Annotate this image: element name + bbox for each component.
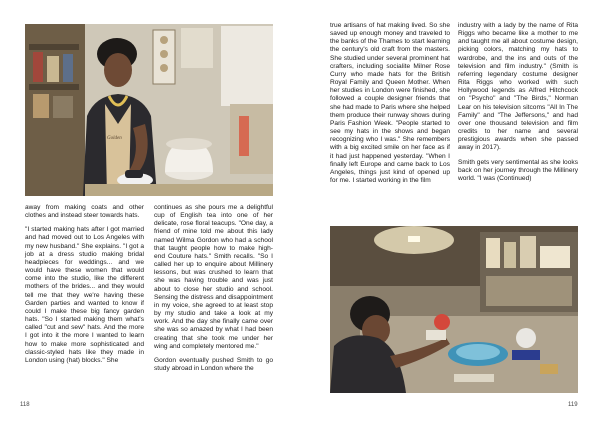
left-column-1	[25, 204, 144, 371]
photo-milliner-ironing-image	[25, 24, 273, 196]
svg-text:Golden: Golden	[107, 136, 122, 141]
paragraph: true artisans of hat making lived. So she saved up enough money and traveled to the banks of the Thames to start learning the century's old craft from the masters. She studied under several prominent hat crafters, including socialite Milner Rose Curry who made hats for the British Royal Family and Queen Mother. When her studies in London were finished, she followed a couple designer friends that she had made to Paris where she helped them produce their runway shows during Paris Fashion Week. "People started to see my hats in the shows and began recognizing who I was." She remembers with a big excited smile on her face as if it had just happened yesterday. "When I finally left Europe and came back to Los Angeles, things just kind of opened up for me. I started working in the film	[330, 22, 450, 184]
paragraph: industry with a lady by the name of Rita Riggs who became like a mother to me and taught me all about costume design, picking colors, matching my hats to wardrobe, and the ins and outs of the television and film industry." (Smith is referring legendary costume designer Rita Riggs who worked with such Hollywood legends as Alfred Hitchcock on "Psycho" and "The Birds," Norman Lear on his television sitcoms "All In The Family" and "The Jeffersons," and had over one thousand television and film credits to her name and several prestigious awards when she passed away in 2017).	[458, 22, 578, 152]
paragraph: "I started making hats after I got married and had moved out to Los Angeles with my new husband." She explains. "I got a job at a dress studio making bridal headpieces for weddings... and we would have these women that would come into the studio, like the different mothers of the brides... and they would tell me that they we're having these Garden parties and wanted to know if could I make these big fancy garden hats. "So I started making them what's called "cut and sew" hats. And the more I got into it the more I wanted to learn how to make more sophisticated and classic-styled hats like they made in London using (hat) blocks." She	[25, 226, 144, 364]
photo-milliner-workbench	[330, 226, 578, 393]
left-column-2	[154, 204, 273, 379]
photo-milliner-workbench-image	[330, 226, 578, 393]
page-number: 119	[568, 402, 578, 408]
paragraph: away from making coats and other clothes and instead steer towards hats.	[25, 204, 144, 220]
paragraph: Gordon eventually pushed Smith to go study abroad in London where the	[154, 356, 273, 372]
right-column-1	[330, 22, 450, 191]
photo-milliner-ironing	[25, 24, 273, 196]
right-column-2	[458, 22, 578, 189]
page-number: 118	[20, 402, 30, 408]
paragraph: continues as she pours me a delightful cup of English tea into one of her delicate, rose floral teacups. "One day, a friend of mine told me about this lady named Wilma Gordon who had a school that taught people how to make high-end Couture hats." Smith recalls. "So I called her up to enquire about Millinery lessons, but was crushed to learn that she was having trouble and was just about to close her studio and school. Sensing the distress and disappointment in my voice, she agreed to at least stop by my studio and take a look at my work. And the day she finally came over she was so amazed by what I had been creating that she took me under her wing and completely mentored me."	[154, 204, 273, 350]
paragraph: Smith gets very sentimental as she looks back on her journey through the Millinery world. "I was (Continued)	[458, 158, 578, 182]
